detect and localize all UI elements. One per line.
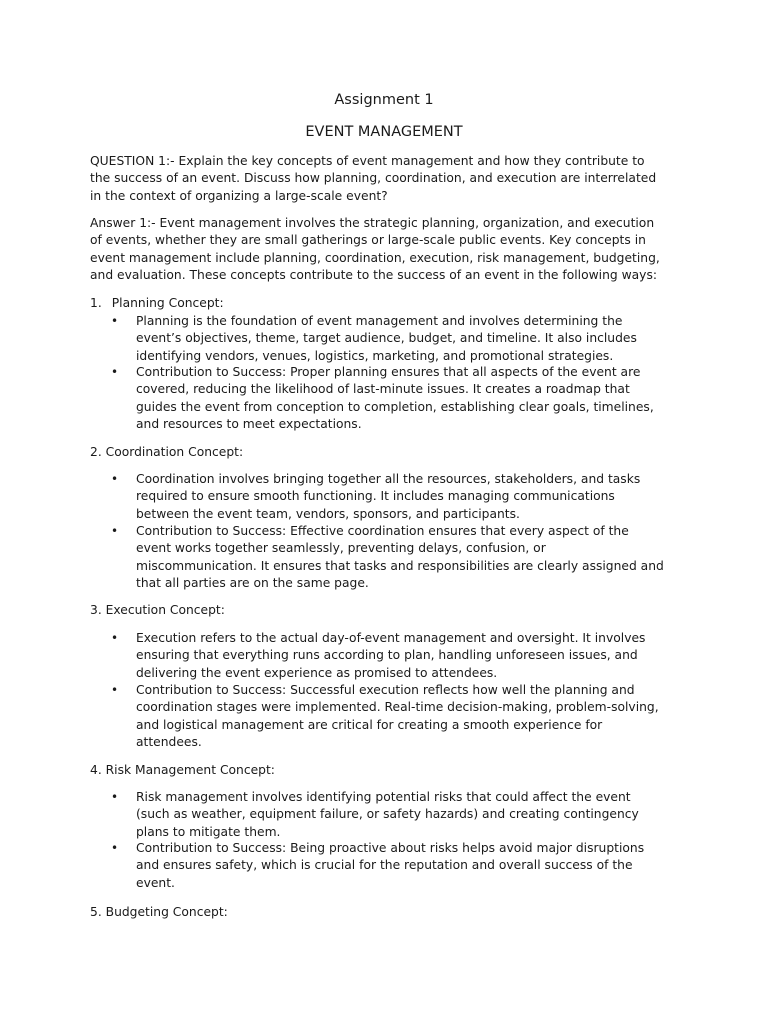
section-heading-budgeting: 5. Budgeting Concept: [90, 905, 228, 919]
text-line: Contribution to Success: Proper planning ensures that all aspects of the event are [136, 365, 641, 379]
bullet-item [111, 471, 696, 523]
answer-paragraph [90, 215, 690, 285]
text-line: Contribution to Success: Being proactive about risks helps avoid major disruptions [136, 841, 645, 855]
bullet-icon: • [111, 314, 119, 328]
text-line: Contribution to Success: Successful execution reflects how well the planning and [136, 683, 635, 697]
bullet-icon: • [111, 631, 119, 645]
text-line: and resources to meet expectations. [136, 417, 362, 432]
bullet-icon: • [111, 790, 119, 804]
text-line: that all parties are on the same page. [136, 576, 369, 591]
text-line: and logistical management are critical for creating a smooth experience for [136, 717, 603, 732]
bullet-item [111, 364, 696, 434]
text-line: plans to mitigate them. [136, 824, 281, 839]
section-title: Planning Concept: [111, 296, 224, 310]
bullet-item [111, 682, 696, 752]
text-line: event works together seamlessly, preventing delays, confusion, or [136, 541, 546, 556]
text-line: Coordination involves bringing together all the resources, stakeholders, and tasks [136, 472, 641, 486]
bullet-item [111, 840, 696, 892]
bullet-icon: • [111, 683, 119, 697]
text-line: in the context of organizing a large-scale event? [90, 188, 388, 203]
text-line: Risk management involves identifying potential risks that could affect the event [136, 790, 631, 804]
text-line: (such as weather, equipment failure, or safety hazards) and creating contingency [136, 807, 639, 822]
text-line: the success of an event. Discuss how planning, coordination, and execution are interrelated [90, 171, 657, 186]
text-line: identifying vendors, venues, logistics, marketing, and promotional strategies. [136, 348, 614, 363]
text-line: guides the event from conception to completion, establishing clear goals, timelines, [136, 399, 654, 414]
bullet-icon: • [111, 841, 119, 855]
section-heading-risk-management: 4. Risk Management Concept: [90, 763, 275, 777]
section-heading-coordination: 2. Coordination Concept: [90, 445, 244, 459]
text-line: and ensures safety, which is crucial for the reputation and overall success of the [136, 858, 633, 873]
question-paragraph [90, 153, 690, 205]
text-line: attendees. [136, 735, 202, 750]
text-line: QUESTION 1:- Explain the key concepts of event management and how they contribute to [90, 154, 645, 168]
subject-heading: EVENT MANAGEMENT [305, 124, 463, 140]
text-line: coordination stages were implemented. Real-time decision-making, problem-solving, [136, 700, 659, 715]
text-line: event’s objectives, theme, target audience, budget, and timeline. It also includes [136, 331, 637, 346]
bullet-icon: • [111, 365, 119, 379]
bullet-icon: • [111, 472, 119, 486]
text-line: between the event team, vendors, sponsors, and participants. [136, 506, 520, 521]
section-heading-planning [90, 295, 690, 312]
list-number: 1. [90, 296, 102, 310]
text-line: miscommunication. It ensures that tasks and responsibilities are clearly assigned and [136, 558, 664, 573]
text-line: required to ensure smooth functioning. It includes managing communications [136, 489, 615, 504]
bullet-item [111, 630, 696, 682]
text-line: delivering the event experience as promised to attendees. [136, 665, 498, 680]
text-line: covered, reducing the likelihood of last-minute issues. It creates a roadmap that [136, 382, 630, 397]
bullet-item [111, 313, 696, 365]
bullet-icon: • [111, 524, 119, 538]
text-line: of events, whether they are small gatherings or large-scale public events. Key concepts in [90, 233, 646, 248]
text-line: event. [136, 875, 175, 890]
section-heading-execution: 3. Execution Concept: [90, 603, 225, 617]
text-line: event management include planning, coordination, execution, risk management, budgeting, [90, 250, 660, 265]
text-line: ensuring that everything runs according to plan, handling unforeseen issues, and [136, 648, 638, 663]
text-line: Answer 1:- Event management involves the strategic planning, organization, and execution [90, 216, 655, 230]
bullet-item [111, 523, 696, 593]
assignment-title: Assignment 1 [334, 92, 434, 108]
text-line: Contribution to Success: Effective coordination ensures that every aspect of the [136, 524, 629, 538]
text-line: Execution refers to the actual day-of-event management and oversight. It involves [136, 631, 646, 645]
text-line: Planning is the foundation of event management and involves determining the [136, 314, 623, 328]
text-line: and evaluation. These concepts contribute to the success of an event in the following ways: [90, 268, 658, 283]
bullet-item [111, 789, 696, 841]
